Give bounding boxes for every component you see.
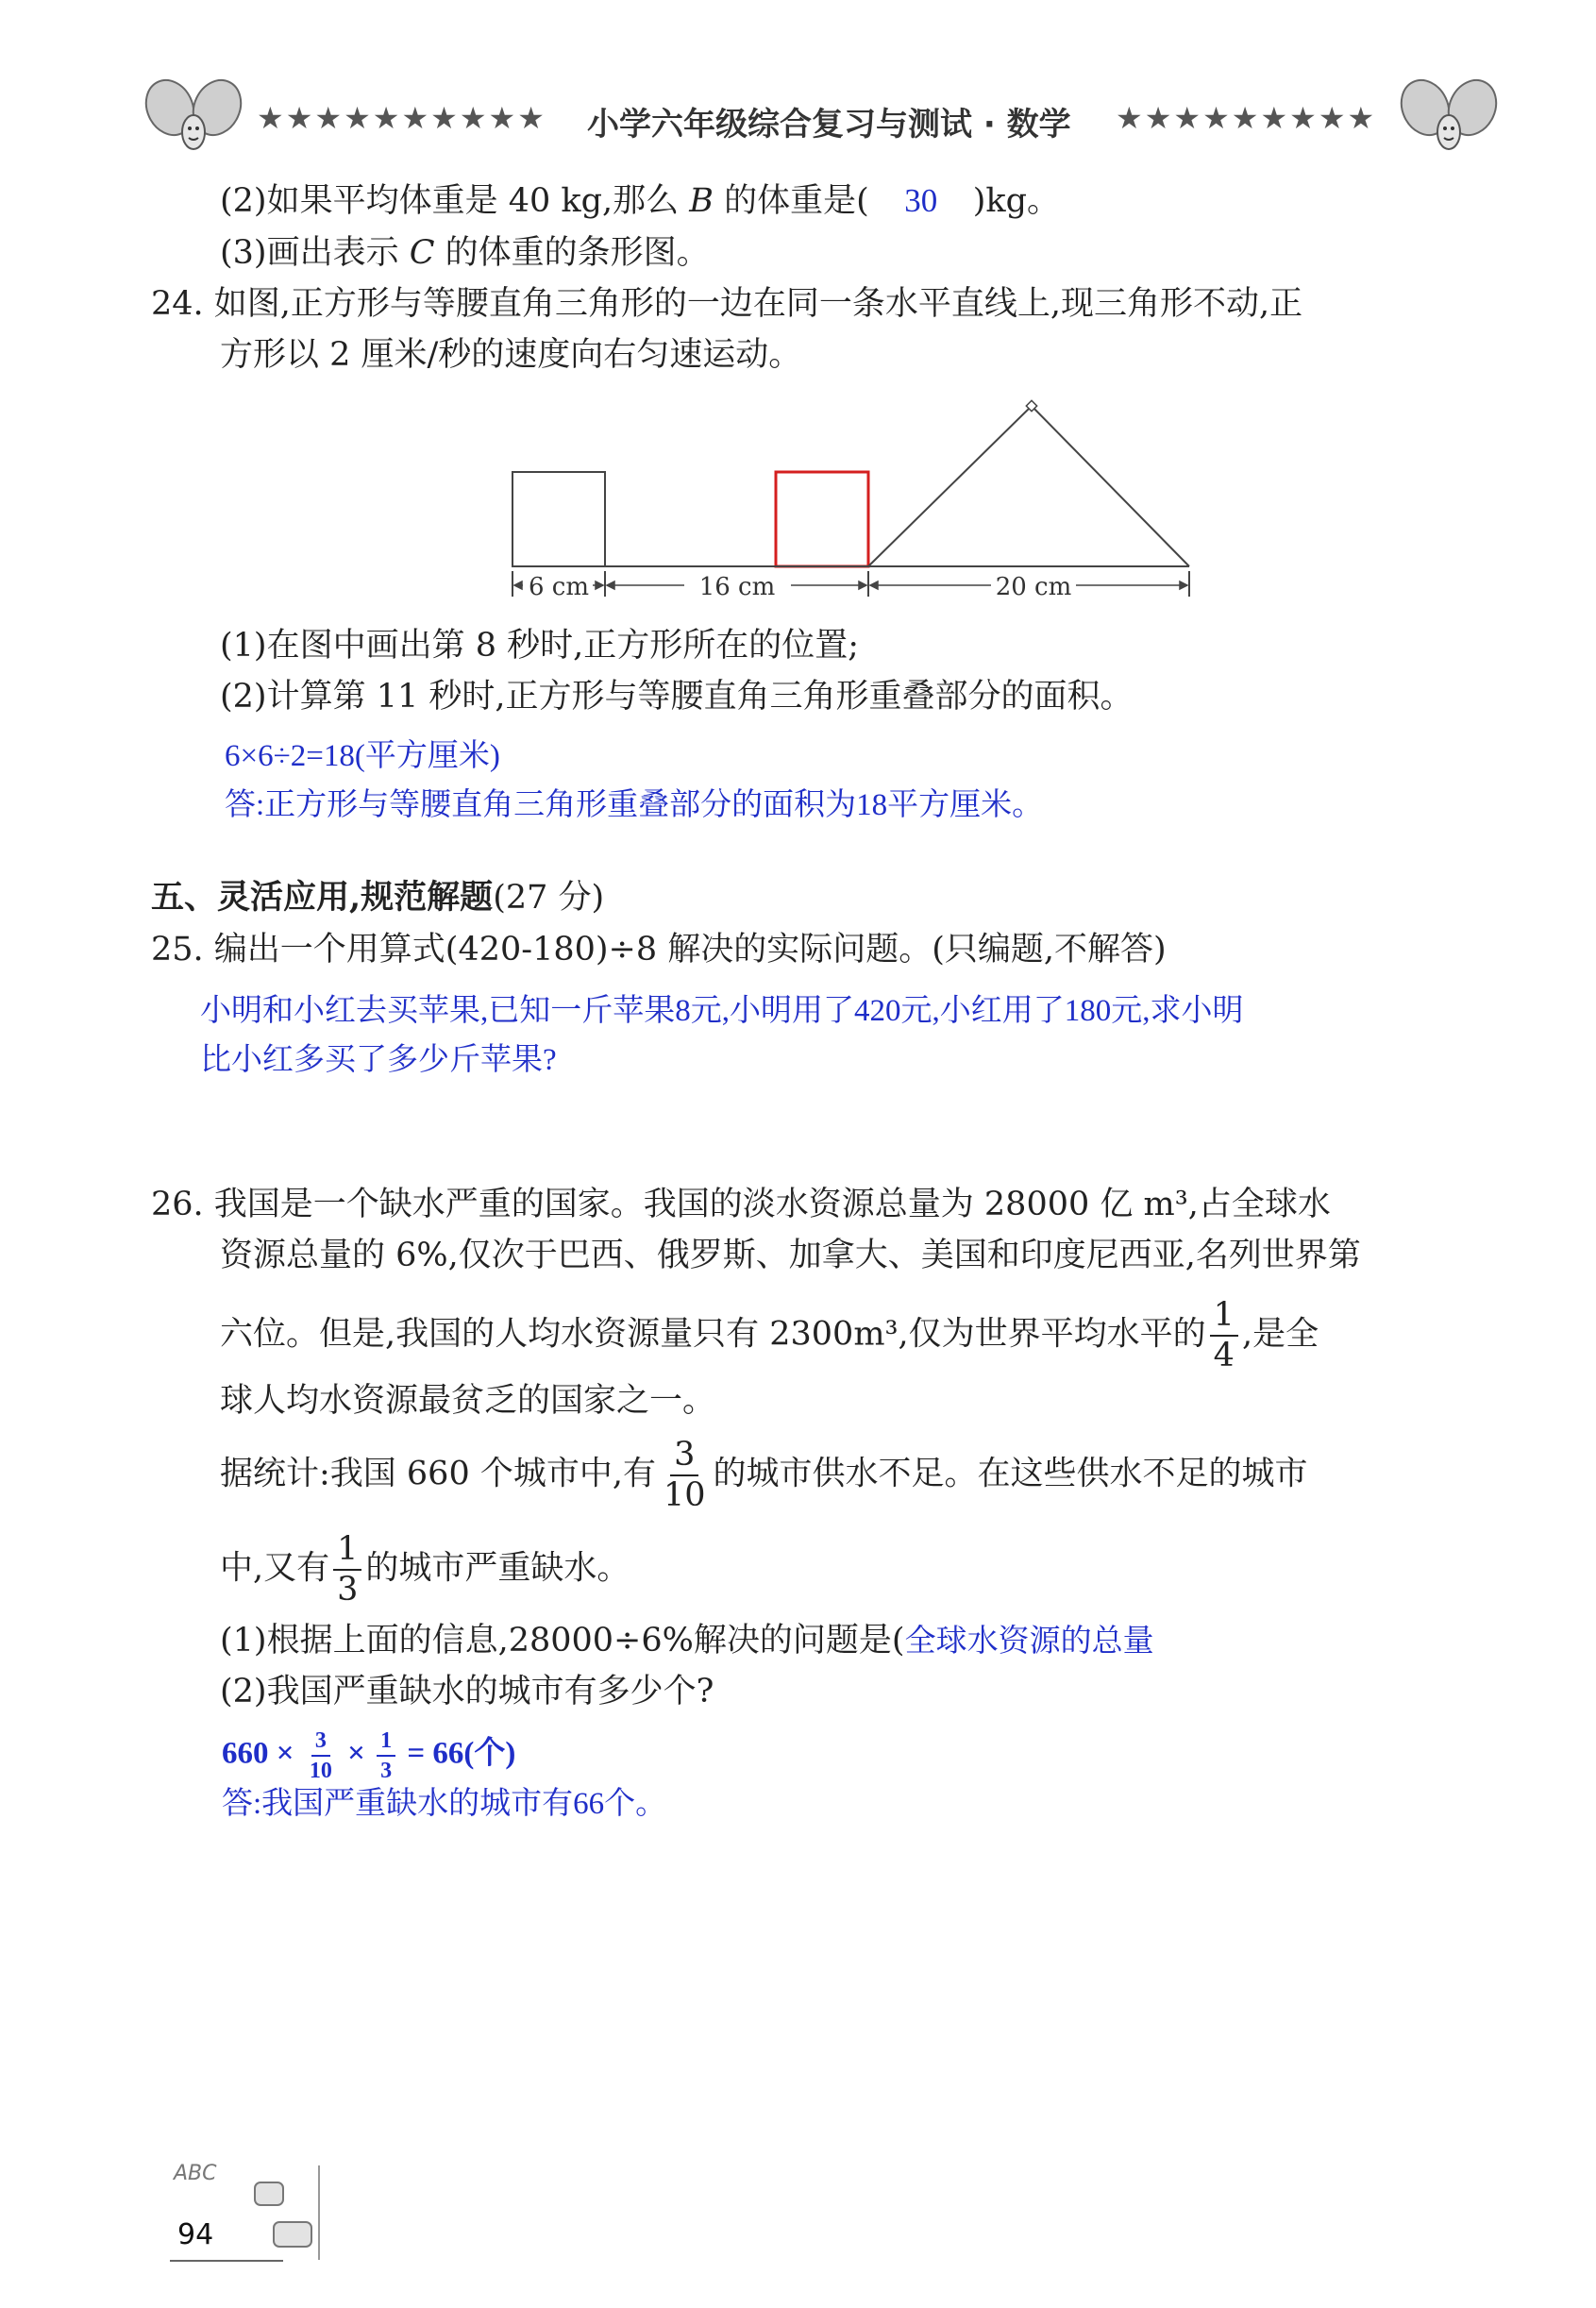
q23-answer-b: 30 [904, 182, 938, 219]
q24-sub1: (1)在图中画出第 8 秒时,正方形所在的位置; [220, 627, 860, 665]
q24-figure [491, 396, 1208, 614]
page-number: 94 [177, 2218, 214, 2251]
q25-answer-line1: 小明和小红去买苹果,已知一斤苹果8元,小明用了420元,小红用了180元,求小明 [200, 994, 1244, 1028]
q23-sub3: (3)画出表示 C 的体重的条形图。 [220, 234, 710, 272]
footer [142, 2162, 330, 2275]
q26-line6: 中,又有 $\frac{1}{3}$ 的城市严重缺水。 [220, 1530, 630, 1609]
q24-answer-calc: 6×6÷2=18(平方厘米) [225, 739, 500, 773]
q26-sub1: (1)根据上面的信息,28000÷6%解决的问题是(全球水资源的总量 [220, 1622, 1154, 1659]
footer-deco-text: ABC [174, 2162, 217, 2185]
fraction-three-tenths: $\frac{3}{10}$ [663, 1436, 706, 1514]
q26-line3: 六位。但是,我国的人均水资源量只有 2300m³,仅为世界平均水平的 $\frac{1}{4}$ ,是全 [220, 1296, 1319, 1374]
q26-answer-calc: 660 × $\frac{3}{10}$ × $\frac{1}{3}$ = 66(个) [222, 1728, 516, 1783]
moved-square [776, 472, 868, 566]
fraction-one-quarter: $\frac{1}{4}$ [1210, 1299, 1238, 1373]
header-title: 小学六年级综合复习与测试 · 数学 [587, 106, 1071, 143]
butterfly-left-icon [142, 68, 245, 162]
isosceles-right-triangle [868, 406, 1189, 566]
header [0, 0, 1596, 170]
q26-line1: 26. 我国是一个缺水严重的国家。我国的淡水资源总量为 28000 亿 m³,占全球水 [151, 1186, 1331, 1223]
q26-sub1-answer: 全球水资源的总量 [904, 1625, 1154, 1659]
q24-stem-line1: 24. 如图,正方形与等腰直角三角形的一边在同一条水平直线上,现三角形不动,正 [151, 285, 1303, 323]
q26-line4: 球人均水资源最贫乏的国家之一。 [220, 1382, 716, 1420]
q26-sub2: (2)我国严重缺水的城市有多少个? [220, 1673, 714, 1710]
answer-fraction-one-third: $\frac{1}{3}$ [377, 1729, 395, 1782]
q24-sub2: (2)计算第 11 秒时,正方形与等腰直角三角形重叠部分的面积。 [220, 678, 1134, 716]
q24-answer-text: 答:正方形与等腰直角三角形重叠部分的面积为18平方厘米。 [225, 788, 1044, 822]
dim-label-16cm: 16 cm [698, 573, 776, 601]
q25-answer-line2: 比小红多买了多少斤苹果? [200, 1043, 557, 1077]
q23-sub2: (2)如果平均体重是 40 kg,那么 B 的体重是( 30 )kg。 [220, 179, 1060, 224]
butterfly-right-icon [1397, 68, 1501, 162]
section-5-heading: 五、灵活应用,规范解题(27 分) [151, 878, 605, 917]
dim-label-20cm: 20 cm [995, 573, 1072, 601]
q24-stem-line2: 方形以 2 厘米/秒的速度向右匀速运动。 [220, 336, 802, 374]
q26-line2: 资源总量的 6%,仅次于巴西、俄罗斯、加拿大、美国和印度尼西亚,名列世界第 [220, 1237, 1361, 1274]
fraction-one-third: $\frac{1}{3}$ [333, 1533, 361, 1607]
footer-cartoon-icon [236, 2165, 321, 2260]
q25-stem: 25. 编出一个用算式(420-180)÷8 解决的实际问题。(只编题,不解答) [151, 931, 1167, 969]
answer-fraction-three-tenths: $\frac{3}{10}$ [309, 1728, 332, 1783]
q26-line5: 据统计:我国 660 个城市中,有 $\frac{3}{10}$ 的城市供水不足。在这些供水不足的城市 [220, 1436, 1308, 1514]
header-stars-right: ★★★★★★★★★ [1116, 100, 1377, 136]
q26-answer-text: 答:我国严重缺水的城市有66个。 [222, 1787, 667, 1821]
header-stars-left: ★★★★★★★★★★ [257, 100, 546, 136]
dim-label-6cm: 6 cm [528, 573, 590, 601]
original-square [512, 472, 605, 566]
footer-underline [170, 2260, 283, 2262]
